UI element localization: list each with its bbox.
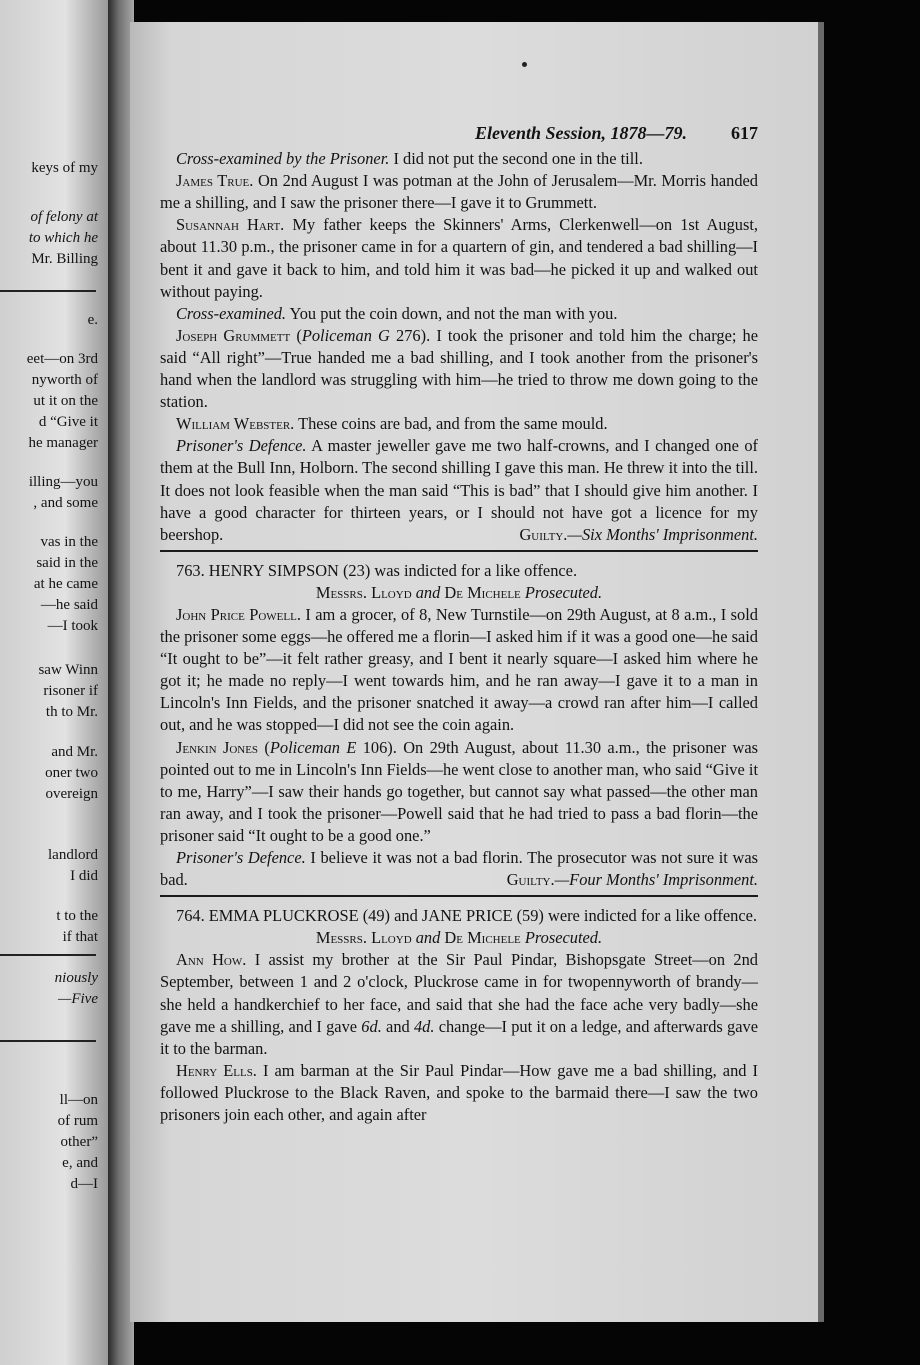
case-heading (160, 560, 758, 582)
text-run: 763. HENRY SIMPSON (23) was indicted for a like offence. (176, 560, 578, 580)
speaker-name: Messrs. Lloyd (315, 928, 412, 948)
testimony-paragraph (160, 737, 758, 847)
left-page-fragment: , and some (33, 495, 98, 511)
text-run: These coins are bad, and from the same mould. (294, 414, 608, 434)
text-run: I assist my brother at the Sir Paul Pindar, Bishopsgate Street—on 2nd September, between 1 and 2 o'clock, Pluckrose came in for twopennyworth of brandy—she held a handkerchief to her face, and said that she had the face ache very badly—she gave me a shilling, and I gave (160, 950, 758, 1036)
left-page-fragment: landlord (48, 847, 98, 863)
verdict (491, 869, 758, 891)
left-page-fragment: th to Mr. (45, 704, 98, 720)
left-page-fragment: illing—you (28, 474, 98, 490)
italic-text: Prosecuted. (520, 582, 603, 602)
testimony-paragraph (160, 214, 758, 302)
left-page-fragment: e, and (62, 1155, 98, 1171)
text-run: You put the coin down, and not the man with you. (286, 303, 618, 323)
left-page-fragment: overeign (45, 786, 98, 802)
speaker-name: De Michele (444, 928, 521, 948)
text-run: ( (290, 325, 302, 345)
testimony-paragraph (160, 435, 758, 545)
left-page-fragment: risoner if (43, 683, 98, 699)
testimony-paragraph (160, 847, 758, 891)
italic-text: Policeman E (269, 737, 357, 757)
case-heading (160, 905, 758, 927)
left-page-fragment: of rum (57, 1113, 98, 1129)
left-page-fragment: t to the (56, 908, 98, 924)
left-page-fragment: I did (70, 868, 98, 884)
left-page-fragment: to which he (28, 230, 98, 246)
italic-text: Prisoner's Defence. (176, 848, 306, 867)
text-run: I believe it was not a bad florin. The prosecutor was not sure it was bad. (160, 848, 759, 890)
speaker-name: Guilty. (519, 524, 568, 544)
italic-text: Prisoner's Defence. (176, 436, 307, 456)
italic-text: —Four Months' Imprisonment. (554, 870, 758, 890)
speaker-name: Guilty. (506, 870, 555, 890)
page-mark (522, 62, 527, 67)
section-rule (160, 550, 758, 552)
section-rule (160, 895, 758, 897)
left-page-fragment: ll—on (59, 1092, 98, 1108)
testimony-paragraph (160, 949, 758, 1059)
left-page-fragment: other” (60, 1134, 98, 1150)
speaker-name: Jenkin Jones (176, 737, 259, 757)
text-run: and (381, 1016, 414, 1036)
speaker-name: Messrs. Lloyd (315, 582, 412, 602)
text-run: A master jeweller gave me two half-crowns, and I changed one of them at the Bull Inn, Holborn. The second shilling I gave this man. He threw it into the till. It does not look feasible when the man said “This is bad” that I should give him another. I have a good character for thirteen years, or I should not have got a licence for my beershop. (160, 436, 758, 544)
testimony-paragraph (160, 303, 758, 325)
left-page-rule (0, 1040, 96, 1042)
italic-text: 6d. (361, 1016, 382, 1036)
page-content (160, 122, 758, 1126)
italic-text: Cross-examined by the Prisoner. (176, 149, 390, 169)
speaker-name: William Webster. (176, 414, 295, 434)
left-page-fragment: niously (54, 970, 98, 986)
testimony-paragraph (160, 170, 758, 214)
counsel-line (160, 927, 758, 949)
left-page-fragment: keys of my (31, 160, 98, 176)
left-page-fragment: e. (87, 312, 98, 328)
italic-text: Policeman G (301, 325, 390, 345)
left-page-fragment: of felony at (30, 209, 98, 225)
italic-text: 4d. (413, 1016, 435, 1036)
body-text (160, 148, 758, 1126)
speaker-name: Henry Ells. (176, 1060, 257, 1080)
counsel-line (160, 582, 758, 604)
italic-text: and (411, 928, 445, 948)
left-page-fragment: Mr. Billing (31, 251, 98, 267)
left-page (0, 0, 108, 1365)
speaker-name: Joseph Grummett (176, 325, 291, 345)
left-page-fragment: ut it on the (33, 393, 98, 409)
testimony-paragraph (160, 1060, 758, 1126)
page-number: 617 (731, 123, 758, 143)
left-page-fragment: —he said (40, 597, 98, 613)
text-run: I did not put the second one in the till. (389, 149, 643, 169)
testimony-paragraph (160, 413, 758, 435)
text-run: change—I put it on a ledge, and afterwards gave it to the barman. (160, 1016, 758, 1058)
left-page-fragment: eet—on 3rd (26, 351, 98, 367)
running-header (160, 122, 758, 144)
left-page-rule (0, 290, 96, 292)
speaker-name: John Price Powell. (176, 604, 301, 624)
right-page (130, 22, 824, 1322)
italic-text: Cross-examined. (176, 303, 287, 323)
testimony-paragraph (160, 148, 758, 170)
left-page-fragment: said in the (36, 555, 98, 571)
left-page-fragment: d—I (70, 1176, 98, 1192)
left-page-fragment: —I took (47, 618, 98, 634)
left-page-fragment: he manager (28, 435, 98, 451)
text-run: My father keeps the Skinners' Arms, Clerkenwell—on 1st August, about 11.30 p.m., the prisoner came in for a quartern of gin, and tendered a bad shilling—I bent it and gave it back to him, and told him it was bad—he picked it up and walked out without paying. (160, 215, 758, 301)
text-run: 276). I took the prisoner and told him the charge; he said “All right”—True handed me a bad shilling, and I took another from the prisoner's hand when the landlord was struggling with him—he tried to throw me down going to the station. (160, 325, 759, 412)
text-run: 764. EMMA PLUCKROSE (49) and JANE PRICE (59) were indicted for a like offence. (176, 906, 758, 926)
left-page-fragment: at he came (33, 576, 98, 592)
text-run: I am barman at the Sir Paul Pindar—How gave me a bad shilling, and I followed Pluckrose to the Black Raven, and spoke to the barmaid there—I saw the two prisoners join each other, and again after (160, 1060, 758, 1125)
left-page-fragment: oner two (45, 765, 98, 781)
text-run: 106). On 29th August, about 11.30 a.m., the prisoner was pointed out to me in Lincoln's Inn Fields—he went close to another man, who said “Give it to me, Harry”—I saw their hands go together, but cannot say what passed—the other man ran away, and I took the prisoner—Powell said that he had tried to pass a bad florin—the prisoner said “It ought to be a good one.” (160, 737, 759, 845)
left-page-fragment: and Mr. (51, 744, 98, 760)
italic-text: and (411, 582, 445, 602)
speaker-name: Susannah Hart. (176, 215, 285, 235)
left-page-fragment: saw Winn (38, 662, 98, 678)
text-run: ( (258, 737, 270, 757)
session-title: Eleventh Session, 1878—79. (474, 123, 687, 143)
italic-text: —Six Months' Imprisonment. (567, 524, 758, 544)
text-run: On 2nd August I was potman at the John of Jerusalem—Mr. Morris handed me a shilling, and I saw the prisoner there—I gave it to Grummett. (160, 171, 758, 213)
left-page-fragment: d “Give it (38, 414, 98, 430)
verdict (503, 524, 758, 546)
speaker-name: De Michele (444, 582, 521, 602)
italic-text: Prosecuted. (520, 928, 603, 948)
testimony-paragraph (160, 325, 758, 413)
speaker-name: James True. (176, 171, 254, 191)
left-page-fragment: if that (62, 929, 98, 945)
left-page-rule (0, 954, 96, 956)
left-page-fragment: vas in the (40, 534, 98, 550)
text-run: I am a grocer, of 8, New Turnstile—on 29th August, at 8 a.m., I sold the prisoner some eggs—he offered me a florin—I asked him if it was a good one—he said “It ought to be”—it felt rather greasy, and I bent it nearly square—I asked him where he got it; he made no reply—I went towards him, and he ran away—I gave it to a man in Lincoln's Inn Fields, and the prisoner snatched it away—a crowd ran after him—I called out, and he was stopped—I did not see the coin again. (160, 604, 759, 735)
left-page-fragment: —Five (58, 991, 98, 1007)
testimony-paragraph (160, 604, 758, 737)
speaker-name: Ann How. (176, 950, 247, 970)
left-page-fragment: nyworth of (31, 372, 98, 388)
